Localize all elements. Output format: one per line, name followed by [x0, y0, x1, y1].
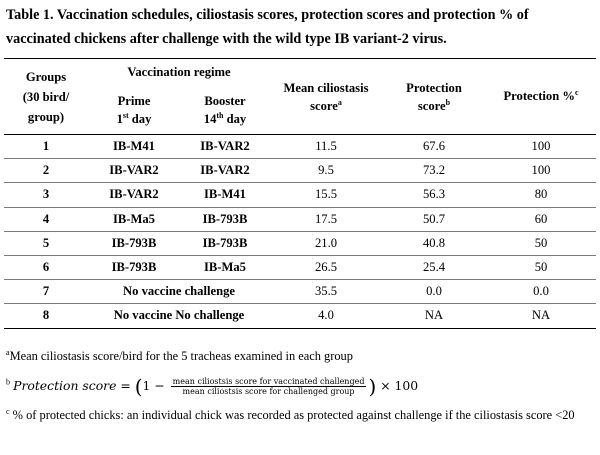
footnote-c: $^c$ % of protected chicks: an individual chick was recorded as protected against challenge if the ciliostasis score <20 — [6, 406, 575, 422]
vaccination-table — [4, 58, 596, 329]
table-row: 2 IB-VAR2 IB-VAR2 9.5 73.2 100 — [4, 159, 596, 183]
footnote-b-formula: $^b$ Protection score = (1 − $\frac{\text{mean ciliostsis score for vaccinated challenged}}{\text{mean ciliostsis score for challenged group}}$ ) × 100 — [6, 374, 419, 398]
table-row: 6 IB-793B IB-Ma5 26.5 25.4 50 — [4, 255, 596, 279]
protection-score-header: Protection score$^b$ — [382, 59, 486, 135]
protection-score-formula: Protection score = (1 − $\frac{\text{mean ciliostsis score for vaccinated challenged}}{\text{mean ciliostsis score for challenged group}}$ ) × 100 — [13, 374, 419, 398]
protection-percent-header: Protection %$^c$ — [486, 59, 596, 135]
table-caption: Table 1. Vaccination schedules, ciliostasis scores, protection scores and protection % of vaccinated chickens after challenge with the wild type IB variant-2 virus. — [6, 7, 529, 47]
table-row: 7 No vaccine challenge 35.5 0.0 0.0 — [4, 280, 596, 304]
ciliostasis-header: Mean ciliostasis score$^a$ — [270, 59, 382, 135]
prime-header: Prime 1st day — [88, 87, 180, 135]
booster-header: Booster 14th day — [180, 87, 270, 135]
vaccination-regime-header: Vaccination regime — [88, 59, 270, 87]
table-row: 8 No vaccine No challenge 4.0 NA NA — [4, 304, 596, 328]
table-row: 3 IB-VAR2 IB-M41 15.5 56.3 80 — [4, 183, 596, 207]
table-row: 4 IB-Ma5 IB-793B 17.5 50.7 60 — [4, 207, 596, 231]
footnote-a: $^a$Mean ciliostasis score/bird for the 5 tracheas examined in each group — [6, 347, 353, 363]
table-row: 1 IB-M41 IB-VAR2 11.5 67.6 100 — [4, 135, 596, 159]
formula-fraction: $\frac{\text{mean ciliostsis score for vaccinated challenged}}{\text{mean ciliostsis score for challenged group}}$ — [172, 376, 365, 396]
groups-header: Groups (30 bird/ group) — [4, 59, 88, 135]
table-row: 5 IB-793B IB-793B 21.0 40.8 50 — [4, 231, 596, 255]
